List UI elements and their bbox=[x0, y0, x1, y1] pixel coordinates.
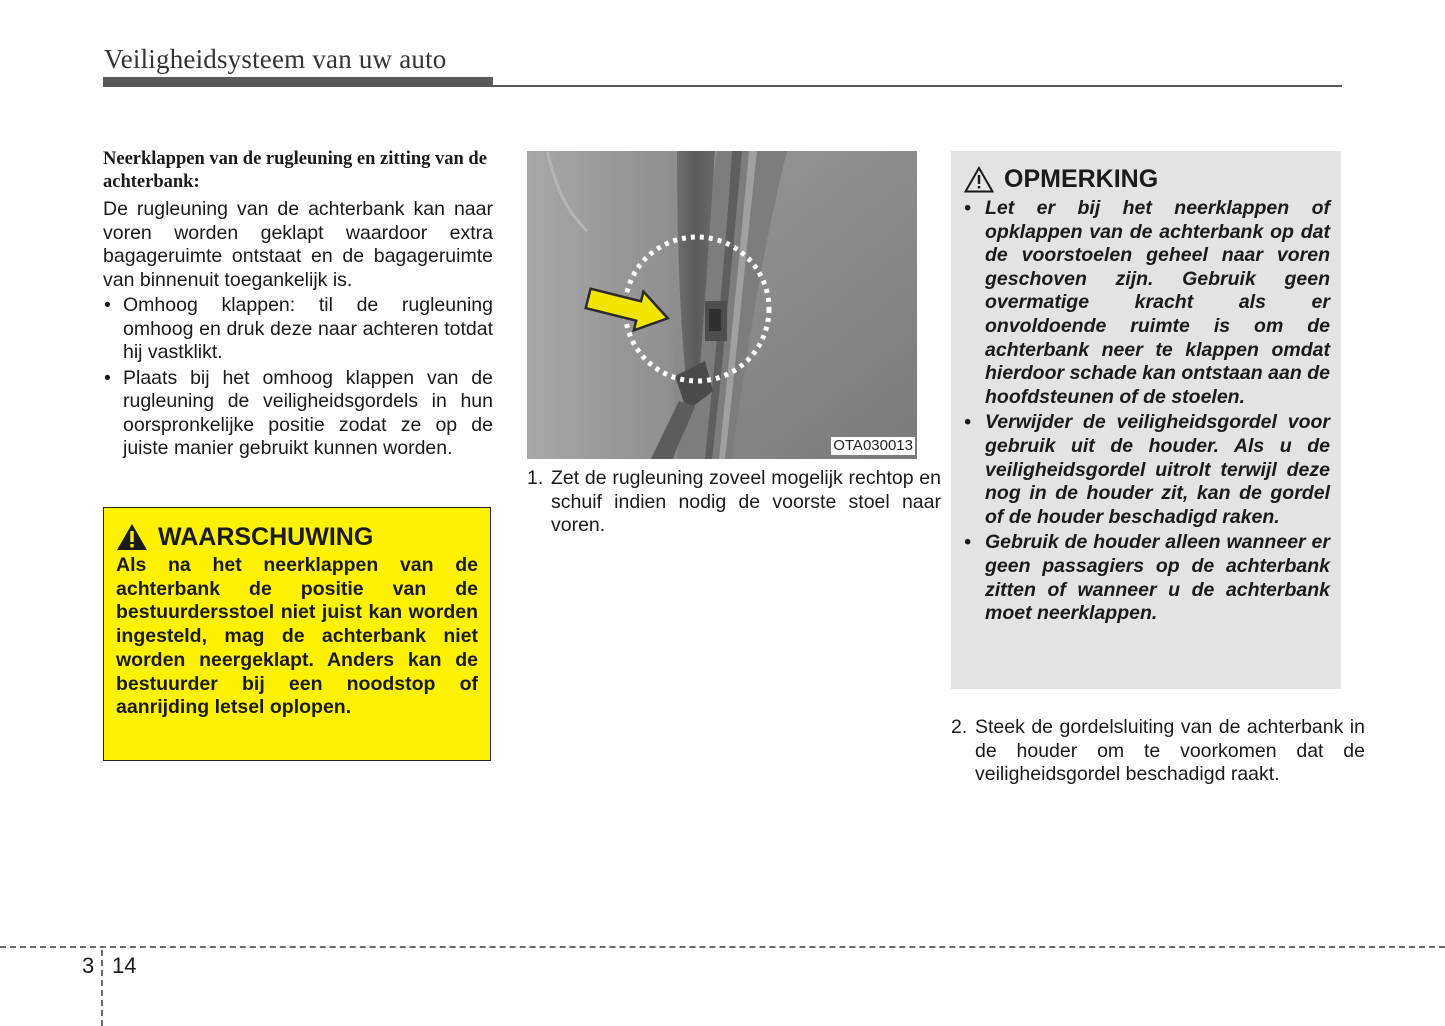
intro-paragraph: De rugleuning van de achterbank kan naar voren worden geklapt waardoor extra bagageruimte ontstaat en de bagageruimte van binnenuit toegankelijk is. bbox=[103, 198, 493, 291]
header-rule-thin bbox=[493, 85, 1342, 87]
list-item bbox=[964, 411, 1330, 529]
list-item bbox=[103, 367, 493, 461]
warning-box bbox=[103, 507, 491, 761]
step-text: Zet de rugleuning zoveel mogelijk rechtop en schuif indien nodig de voorste stoel naar voren. bbox=[551, 467, 941, 536]
page-header-title: Veiligheidsysteem van uw auto bbox=[104, 44, 447, 74]
list-item-text: Let er bij het neerklappen of opklappen van de achterbank op dat de voorstoelen geheel naar voren geschoven zijn. Gebruik geen overmatige kracht als er onvoldoende ruimte is om de achterbank neer te klappen omdat hierdoor schade kan ontstaan aan de hoofdsteunen of de stoelen. bbox=[985, 197, 1330, 408]
bullet-symbol: • bbox=[964, 411, 971, 434]
list-item bbox=[103, 294, 493, 365]
list-item bbox=[964, 531, 1330, 625]
list-item bbox=[964, 197, 1330, 409]
warning-text: Als na het neerklappen van de achterbank de positie van de bestuurdersstoel niet juist kan worden ingesteld, mag de achterbank niet worden neergeklapt. Anders kan de bestuurder bij een noodstop of aanrijding letsel oplopen. bbox=[116, 554, 478, 719]
footer-divider bbox=[101, 950, 103, 1026]
bullet-symbol: • bbox=[964, 531, 971, 554]
page-number: 14 bbox=[112, 953, 137, 978]
note-title-row bbox=[964, 163, 1330, 195]
note-box bbox=[951, 151, 1341, 689]
seat-illustration bbox=[527, 151, 917, 459]
step-text: Steek de gordelsluiting van de achterbank in de houder om te voorkomen dat de veiligheidsgordel beschadigd raakt. bbox=[975, 716, 1365, 785]
list-item-text: Plaats bij het omhoog klappen van de rugleuning de veiligheidsgordels in hun oorspronkelijke positie zodat ze op de juiste manier gebruikt kunnen worden. bbox=[123, 366, 493, 459]
footer-rule bbox=[0, 946, 1445, 948]
left-column bbox=[103, 148, 493, 461]
step-2 bbox=[951, 716, 1365, 787]
note-title: OPMERKING bbox=[1004, 165, 1159, 193]
figure-code: OTA030013 bbox=[833, 437, 913, 454]
section-heading: Neerklappen van de rugleuning en zitting van de achterbank: bbox=[103, 149, 487, 192]
warning-title-row bbox=[116, 522, 478, 552]
header-rule-thick bbox=[103, 77, 493, 87]
step-number: 1. bbox=[527, 467, 544, 489]
bullet-symbol: • bbox=[104, 294, 111, 316]
step-number: 2. bbox=[951, 716, 968, 738]
list-item-text: Verwijder de veiligheidsgordel voor gebruik uit de houder. Als u de veiligheidsgordel uitrolt terwijl deze nog in de houder zit, kan de gordel of de houder beschadigd raken. bbox=[985, 411, 1330, 528]
chapter-number: 3 bbox=[82, 953, 95, 978]
warning-triangle-icon bbox=[116, 523, 148, 551]
figure-seat-belt-holder bbox=[527, 151, 917, 459]
bullet-symbol: • bbox=[104, 366, 111, 389]
list-item-text: Omhoog klappen: til de rugleuning omhoog en druk deze naar achteren totdat hij vastklikt. bbox=[123, 294, 493, 363]
step-1 bbox=[527, 467, 941, 538]
bullet-symbol: • bbox=[964, 197, 971, 219]
caution-triangle-icon bbox=[964, 166, 994, 193]
warning-title: WAARSCHUWING bbox=[158, 523, 374, 551]
list-item-text: Gebruik de houder alleen wanneer er geen passagiers op de achterbank zitten of wanneer u de achterbank moet neerklappen. bbox=[985, 531, 1330, 625]
